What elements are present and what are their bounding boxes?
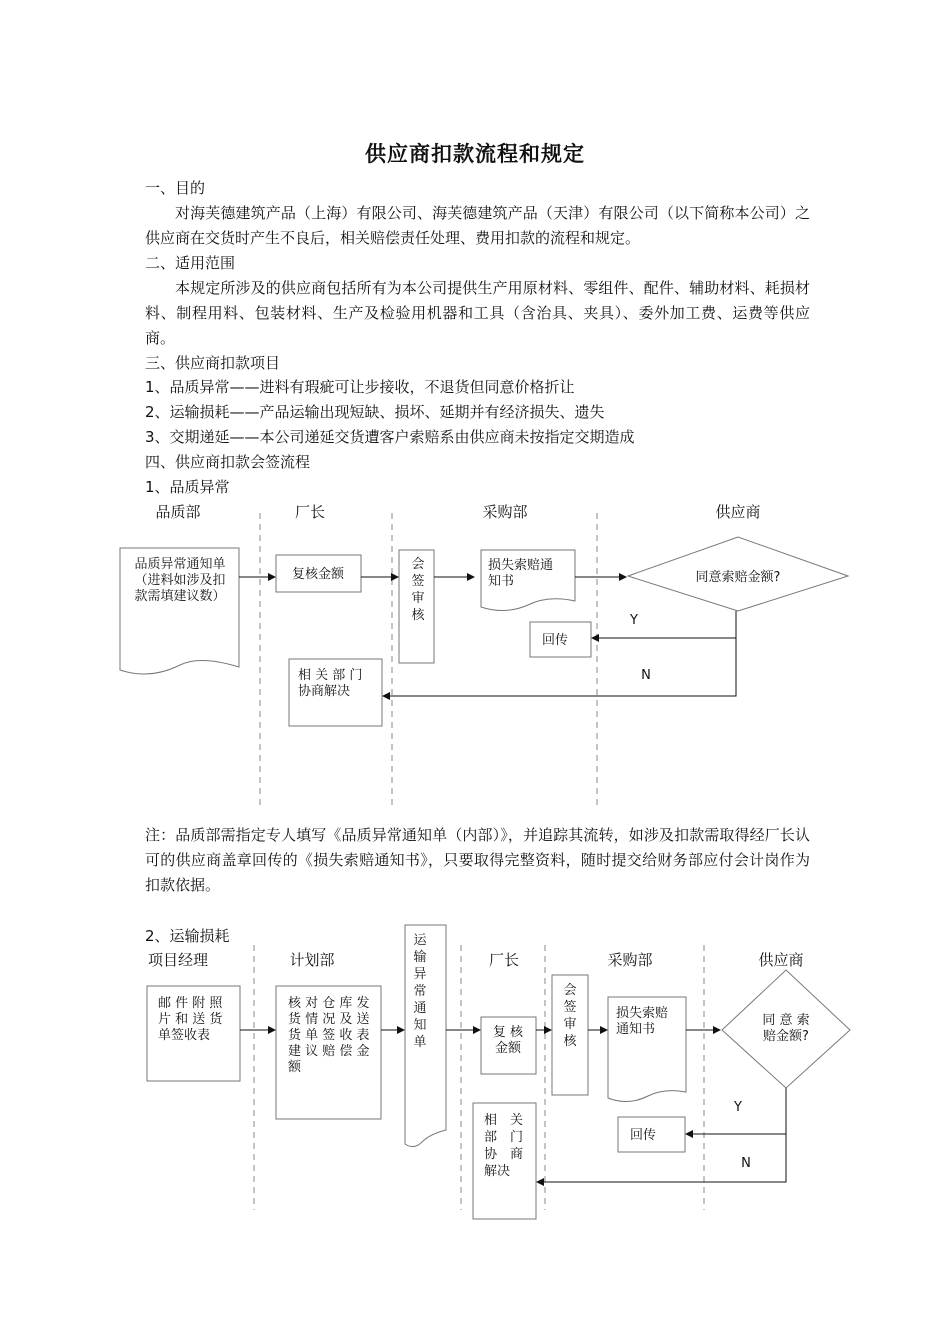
section-scope-heading: 二、适用范围 <box>145 254 236 272</box>
flow2-diagram <box>0 920 950 1230</box>
flow2-planning-line: 货 单 签 收 表 <box>288 1028 370 1043</box>
flow2-review-line: 复 核 <box>492 1025 524 1040</box>
flow2-lane-director: 厂长 <box>488 951 520 969</box>
flow2-transport-char: 通 <box>413 1001 427 1016</box>
flow2-mail-line: 邮 件 附 照 <box>158 996 223 1011</box>
flow2-transport-char: 运 <box>413 933 427 948</box>
flow2-loss-claim-line: 损失索赔 <box>616 1006 669 1021</box>
flow2-negotiate-line: 相 关 <box>484 1113 524 1128</box>
flow2-return-label: 回传 <box>630 1128 657 1143</box>
flow1-countersign-char: 签 <box>411 574 425 589</box>
flow1-lane-purchasing: 采购部 <box>482 503 528 521</box>
section-flow-heading: 四、供应商扣款会签流程 <box>145 453 311 471</box>
flow1-countersign-char: 核 <box>411 608 425 623</box>
flow1-countersign-char: 审 <box>411 591 425 606</box>
section-purpose-heading: 一、目的 <box>145 179 206 197</box>
flow2-planning-line: 货 情 况 及 送 <box>288 1012 370 1027</box>
deduction-item-delivery: 3、交期递延——本公司递延交货遭客户索赔系由供应商未按指定交期造成 <box>145 428 635 446</box>
flow1-quality-notice-line: 品质异常通知单 <box>134 557 226 572</box>
flow2-negotiate-line: 部 门 <box>484 1130 524 1145</box>
flow2-transport-char: 输 <box>413 950 427 965</box>
flow2-loss-claim-line: 通知书 <box>616 1022 656 1037</box>
flow1-loss-claim-line: 损失索赔通 <box>488 558 554 573</box>
flow1-quality-notice-line: 款需填建议数） <box>134 589 226 604</box>
flow2-countersign-char: 审 <box>563 1017 577 1032</box>
flow2-transport-char: 异 <box>413 967 427 982</box>
flow1-arrow-yes <box>592 611 736 638</box>
flow2-no-label: N <box>741 1156 751 1171</box>
flow2-planning-line: 核 对 仓 库 发 <box>288 996 370 1011</box>
flow1-negotiate-line: 协商解决 <box>298 684 351 699</box>
flow1-review-amount-label: 复核金额 <box>291 567 345 582</box>
flow2-lane-supplier: 供应商 <box>758 951 804 969</box>
flow1-title: 1、品质异常 <box>145 478 230 496</box>
flow2-lane-pm: 项目经理 <box>147 951 209 969</box>
flow1-yes-label: Y <box>630 613 638 628</box>
deduction-item-quality: 1、品质异常——进料有瑕疵可让步接收，不退货但同意价格折让 <box>145 378 575 396</box>
flow1-countersign-char: 会 <box>411 557 425 572</box>
flow2-decision-line: 赔金额? <box>763 1029 809 1044</box>
flow2-mail-line: 单签收表 <box>158 1028 211 1043</box>
flow2-yes-label: Y <box>734 1100 742 1115</box>
document-title: 供应商扣款流程和规定 <box>365 142 585 166</box>
flow2-planning-line: 额 <box>288 1060 302 1075</box>
section-purpose-body: 对海芙德建筑产品（上海）有限公司、海芙德建筑产品（天津）有限公司（以下简称本公司）之供应商在交货时产生不良后，相关赔偿责任处理、费用扣款的流程和规定。 <box>145 204 810 247</box>
flow1-negotiate-line: 相 关 部 门 <box>298 668 363 683</box>
flow1-note: 注：品质部需指定专人填写《品质异常通知单（内部）》，并追踪其流转，如涉及扣款需取得经厂长认可的供应商盖章回传的《损失索赔通知书》，只要取得完整资料，随时提交给财务部应付会计岗作为扣款依据。 <box>145 826 810 894</box>
flow1-decision-label: 同意索赔金额? <box>695 570 781 585</box>
flow2-decision-line: 同 意 索 <box>762 1013 810 1028</box>
deduction-item-transport: 2、运输损耗——产品运输出现短缺、损坏、延期并有经济损失、遗失 <box>145 403 605 421</box>
section-scope-body: 本规定所涉及的供应商包括所有为本公司提供生产用原材料、零组件、配件、辅助材料、耗损材料、制程用料、包装材料、生产及检验用机器和工具（含治具、夹具）、委外加工费、运费等供应商。 <box>145 279 810 347</box>
flow2-transport-char: 单 <box>413 1035 427 1050</box>
flow2-review-line: 金额 <box>494 1041 522 1056</box>
flow2-lane-purchasing: 采购部 <box>607 951 653 969</box>
flow2-negotiate-line: 解决 <box>484 1164 511 1179</box>
flow1-quality-notice-line: （进料如涉及扣 <box>134 573 226 588</box>
flow1-diagram <box>0 495 950 815</box>
flow2-negotiate-line: 协 商 <box>484 1147 524 1162</box>
flow2-countersign-char: 签 <box>563 1000 577 1015</box>
flow2-transport-char: 常 <box>413 984 427 999</box>
flow1-return-label: 回传 <box>542 633 569 648</box>
flow2-planning-line: 建 议 赔 偿 金 <box>288 1044 370 1059</box>
flow2-mail-line: 片 和 送 货 <box>158 1012 223 1027</box>
flow1-lane-quality: 品质部 <box>155 503 201 521</box>
flow1-loss-claim-line: 知书 <box>488 574 515 589</box>
section-items-heading: 三、供应商扣款项目 <box>145 354 281 372</box>
flow2-countersign-char: 会 <box>563 983 577 998</box>
flow2-countersign-char: 核 <box>563 1034 577 1049</box>
flow2-lane-planning: 计划部 <box>289 951 335 969</box>
flow2-transport-char: 知 <box>413 1018 427 1033</box>
flow1-lane-supplier: 供应商 <box>715 503 761 521</box>
flow1-lane-director: 厂长 <box>294 503 326 521</box>
flow1-no-label: N <box>641 668 651 683</box>
flow2-title: 2、运输损耗 <box>145 927 230 945</box>
